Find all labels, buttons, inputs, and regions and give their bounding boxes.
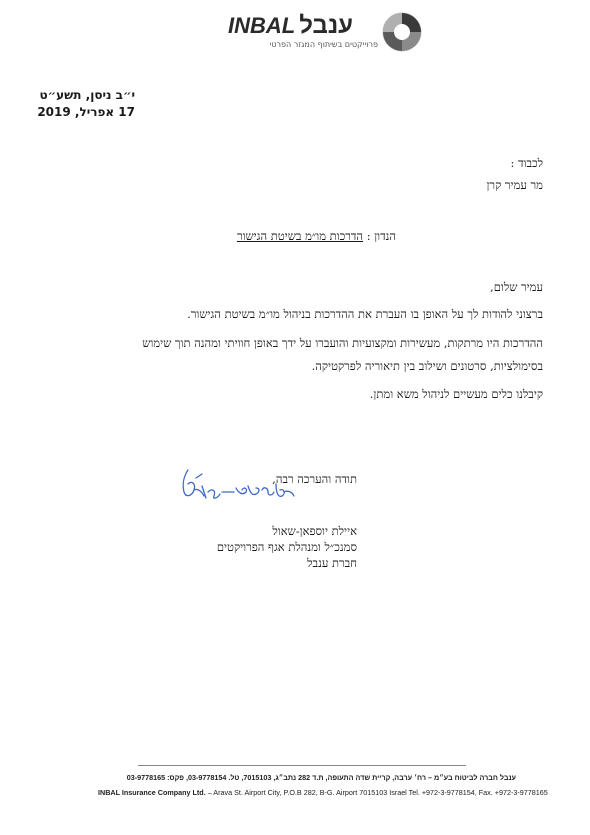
paragraph-3: קיבלנו כלים מעשיים לניהול משא ומתן. (369, 387, 543, 401)
subject-label: הנדון : (366, 229, 396, 243)
paragraph-2-line-2: בסימולציות, סרטונים ושילוב בין תיאוריה לפרקטיקה. (311, 359, 543, 373)
paragraph-1: ברצוני להודות לך על האופן בו העברת את ההדרכות בניהול מו״מ בשיטת הגישור. (187, 307, 543, 321)
company-logo (228, 10, 424, 58)
handwritten-signature (176, 462, 300, 514)
logo-tagline: פרוייקטים בשיתוף המגזר הפרטי (269, 40, 378, 49)
letter-date (37, 87, 135, 121)
signer-name: איילת יוספאן-שאול (272, 524, 357, 538)
footer-hebrew: ענבל חברה לביטוח בע״מ – רח׳ ערבה, קריית שדה התעופה, ת.ד 282 נתב״ג, 7015103, טל. 03-9778154, פקס: 03-9778165 (126, 773, 516, 782)
greeting: עמיר שלום, (490, 280, 543, 294)
footer-english-address: – Arava St. Airport City, P.O.B 282, B-G. Airport 7015103 Israel Tel. +972-3-9778154, Fax. +972-3-9778165 (205, 788, 548, 797)
logo-latin-text: INBAL (228, 13, 296, 38)
date-gregorian: 17 אפריל, 2019 (37, 105, 135, 119)
signer-title: סמנכ״ל ומנהלת אגף הפרויקטים (216, 540, 357, 554)
salutation: לכבוד : (510, 156, 543, 170)
company-name: חברת ענבל (307, 556, 357, 570)
logo-wordmark (228, 12, 378, 40)
closing-thanks: תודה והערכה רבה, (272, 472, 357, 486)
paragraph-2-line-1: ההדרכות היו מרתקות, מעשירות ומקצועיות והועברו על ידך באופן חוויתי ומהנה תוך שימוש (142, 336, 543, 350)
date-hebrew: י״ב ניסן, תשע״ט (39, 88, 135, 102)
subject-value: הדרכות מו״מ בשיטת הגישור (236, 229, 364, 243)
subject-line (237, 229, 396, 243)
footer-divider (138, 765, 466, 766)
logo-emblem-icon (380, 10, 424, 54)
footer-english-company: INBAL Insurance Company Ltd. (98, 788, 206, 797)
footer-english (98, 788, 548, 797)
recipient-name: מר עמיר קרן (486, 178, 543, 192)
logo-hebrew-text: ענבל (299, 12, 354, 39)
